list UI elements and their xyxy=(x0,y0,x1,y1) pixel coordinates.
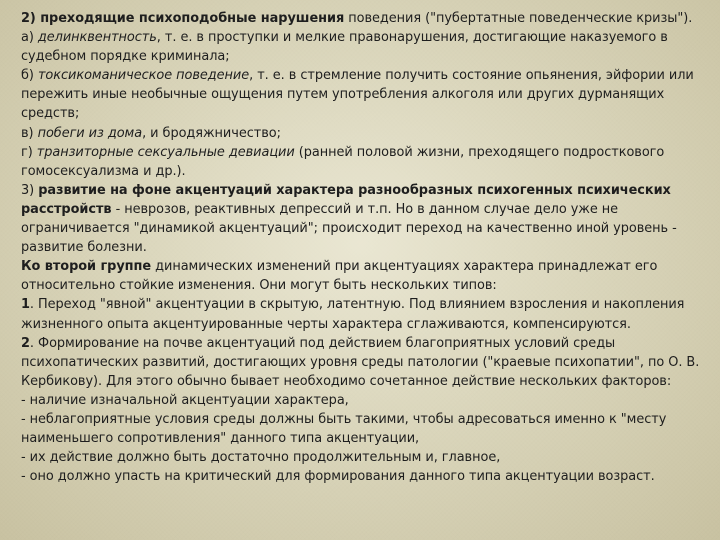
text-line: относительно стойкие изменения. Они могут быть нескольких типов: xyxy=(21,278,497,294)
text-line: пережить иные необычные ощущения путем употребления алкоголя или других дурманящих xyxy=(21,87,665,103)
text-line: в) побеги из дома, и бродяжничество; xyxy=(21,125,281,141)
text-line: жизненного опыта акцентуированные черты характера сглаживаются, компенсируются. xyxy=(21,316,631,332)
text-line: - оно должно упасть на критический для формирования данного типа акцентуации возраст. xyxy=(21,469,655,485)
text-line: развитие болезни. xyxy=(21,240,147,256)
text-line: - наличие изначальной акцентуации характера, xyxy=(21,392,349,408)
body-text xyxy=(21,9,705,486)
text-line: 2. Формирование на почве акцентуаций под действием благоприятных условий среды xyxy=(21,335,616,351)
text-line: расстройств - неврозов, реактивных депрессий и т.п. Но в данном случае дело уже не xyxy=(21,201,619,217)
text-line: 1. Переход "явной" акцентуации в скрытую, латентную. Под влиянием взросления и накопления xyxy=(21,297,685,313)
text-line: Кербикову). Для этого обычно бывает необходимо сочетанное действие нескольких факторов: xyxy=(21,373,672,389)
text-line: - неблагоприятные условия среды должны быть такими, чтобы адресоваться именно к "месту xyxy=(21,411,667,427)
text-line: 3) развитие на фоне акцентуаций характера разнообразных психогенных психических xyxy=(21,182,671,198)
text-line: судебном порядке криминала; xyxy=(21,49,230,65)
text-line: наименьшего сопротивления" данного типа акцентуации, xyxy=(21,431,420,447)
text-line: а) делинквентность, т. е. в проступки и мелкие правонарушения, достигающие наказуемого в xyxy=(21,30,668,46)
text-line: средств; xyxy=(21,106,80,122)
text-line: Ко второй группе динамических изменений при акцентуациях характера принадлежат его xyxy=(21,259,658,275)
text-line: б) токсикоманическое поведение, т. е. в стремление получить состояние опьянения, эйфории или xyxy=(21,68,694,84)
text-line: 2) преходящие психоподобные нарушения поведения ("пубертатные поведенческие кризы"). xyxy=(21,11,693,26)
text-line: ограничивается "динамикой акцентуаций"; происходит переход на качественно иной уровень - xyxy=(21,221,677,237)
text-line: г) транзиторные сексуальные девиации (ранней половой жизни, преходящего подросткового xyxy=(21,144,665,160)
text-line: гомосексуализма и др.). xyxy=(21,163,186,179)
text-line: - их действие должно быть достаточно продолжительным и, главное, xyxy=(21,450,501,466)
text-line: психопатических развитий, достигающих уровня среды патологии ("краевые психопатии", по О. В. xyxy=(21,354,700,370)
